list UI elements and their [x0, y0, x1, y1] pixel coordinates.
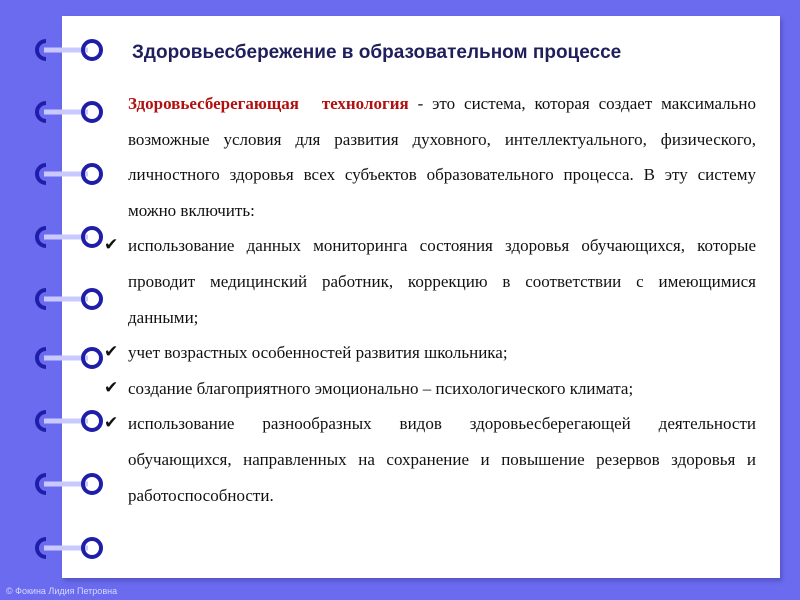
key-term: Здоровьесберегающая технология: [128, 94, 409, 113]
intro-text: - это система, которая создает максимально возможные условия для развития духовного, интеллектуального, физического, личностного здоровья всех субъектов образовательного процесса. В эту систему можно включить:: [128, 94, 756, 220]
bullet-text: использование разнообразных видов здоровьесберегающей деятельности обучающихся, направленных на сохранение и повышение резервов здоровья и работоспособности.: [128, 414, 756, 505]
bullet-item: [104, 371, 756, 407]
binder-ring-icon: [30, 99, 110, 125]
binder-ring-icon: [30, 345, 110, 371]
binder-ring-icon: [30, 471, 110, 497]
bullet-text: учет возрастных особенностей развития школьника;: [128, 343, 508, 363]
binder-ring-icon: [30, 224, 110, 250]
binder-ring-icon: [30, 286, 110, 312]
binder-ring-icon: [30, 408, 110, 434]
binder-ring-icon: [30, 37, 110, 63]
binder-ring-icon: [30, 161, 110, 187]
bullet-text: использование данных мониторинга состояния здоровья обучающихся, которые проводит медицинский работник, коррекцию в соответствии с имеющимися данными;: [128, 236, 756, 327]
check-mark-icon: ✔: [104, 413, 119, 434]
intro-paragraph: [104, 86, 756, 228]
bullet-item: [104, 228, 756, 335]
slide-body: [104, 86, 756, 513]
bullet-item: [104, 335, 756, 371]
check-mark-icon: ✔: [104, 235, 119, 256]
check-mark-icon: ✔: [104, 342, 119, 363]
bullet-text: создание благоприятного эмоционально – психологического климата;: [128, 378, 634, 398]
author-credit: © Фокина Лидия Петровна: [6, 586, 118, 596]
slide-title: Здоровьесбережение в образовательном процессе: [132, 42, 622, 63]
bullet-item: [104, 406, 756, 513]
check-mark-icon: ✔: [104, 377, 119, 398]
binder-ring-icon: [30, 535, 110, 561]
spiral-binding: [0, 0, 120, 600]
